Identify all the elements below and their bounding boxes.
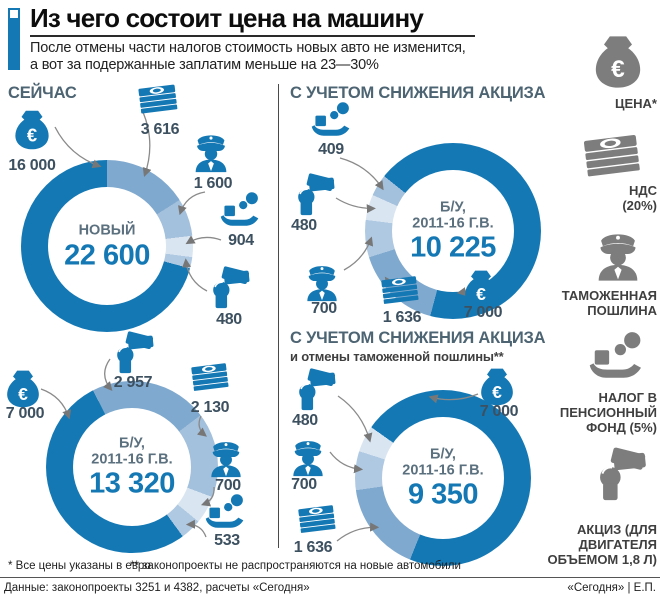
slice-value-label: 1 600 [193, 175, 233, 192]
legend-label-line: ДВИГАТЕЛЯ [578, 537, 657, 552]
hand-coins-icon [203, 492, 247, 536]
slice-value-label: 7 000 [479, 403, 519, 420]
donut-center-label: 2011-16 Г.В. [412, 215, 494, 231]
footnote-bills: ** законопроекты не распространяются на новые автомобили [130, 560, 461, 572]
legend-label-line: (20%) [622, 198, 657, 213]
column-divider [278, 84, 279, 548]
section-header-excise-duty: С УЧЕТОМ СНИЖЕНИЯ АКЦИЗА [290, 329, 546, 347]
slice-value-label: 533 [214, 532, 240, 549]
slice-value-label: 7 000 [5, 405, 45, 422]
hand-banknote-icon [292, 368, 338, 414]
donut-center [64, 223, 150, 271]
legend-label [507, 183, 657, 213]
money-bag-icon [477, 367, 517, 407]
hand-banknote-icon [591, 447, 649, 505]
customs-officer-icon [188, 128, 234, 174]
donut-center-value: 13 320 [89, 467, 175, 500]
money-bag-icon [11, 109, 53, 151]
customs-officer-icon [589, 225, 647, 283]
banknote-stack-icon [579, 124, 645, 190]
banknote-stack-icon [378, 269, 422, 313]
legend-label [507, 522, 657, 567]
donut-center-label: Б/У, [119, 435, 145, 452]
donut-center-label: НОВЫЙ [78, 222, 136, 239]
slice-value-label: 7 000 [463, 304, 503, 321]
legend-label-line: НДС [628, 183, 657, 198]
legend-label-line: АКЦИЗ (ДЛЯ [577, 522, 657, 537]
donut-center-value: 22 600 [64, 238, 150, 271]
hand-banknote-icon [110, 331, 156, 377]
slice-value-label: 2 130 [190, 399, 230, 416]
banknote-stack-icon [135, 77, 181, 123]
hand-banknote-icon [206, 266, 252, 312]
slice-value-label: 480 [292, 412, 318, 429]
slice-value-label: 3 616 [140, 121, 180, 138]
slice-value-label: 700 [215, 477, 241, 494]
donut-center-label: 2011-16 Г.В. [91, 451, 173, 467]
hand-banknote-icon [291, 173, 337, 219]
customs-officer-icon [300, 259, 344, 303]
hand-coins-icon [218, 190, 262, 234]
donut-center [89, 437, 175, 500]
leader-line [340, 158, 383, 189]
customs-officer-icon [286, 434, 330, 478]
slice-value-label: 904 [228, 232, 254, 249]
donut-center [410, 201, 496, 264]
hand-coins-icon [586, 329, 646, 389]
title-underline [30, 35, 475, 37]
footer-source: Данные: законопроекты 3251 и 4382, расчеты «Сегодня» [4, 582, 310, 594]
accent-bar [8, 8, 20, 70]
section-header-now: СЕЙЧАС [8, 84, 77, 102]
accent-square-icon [10, 10, 18, 18]
donut-center-value: 10 225 [410, 231, 496, 264]
subtitle-line1: После отмены части налогов стоимость новых авто не изменится, [30, 40, 466, 56]
legend-label-line: ЦЕНА* [614, 96, 657, 111]
slice-value-label: 409 [318, 141, 344, 158]
section-header-excise: С УЧЕТОМ СНИЖЕНИЯ АКЦИЗА [290, 84, 546, 102]
slice-value-label: 1 636 [293, 539, 333, 556]
banknote-stack-icon [295, 498, 339, 542]
footer-credit: «Сегодня» | Е.П. [567, 582, 656, 594]
donut-center-value: 9 350 [407, 478, 479, 511]
slice-value-label: 1 636 [382, 309, 422, 326]
page-title: Из чего состоит цена на машину [30, 3, 424, 33]
legend-label-line: ПЕНСИОННЫЙ [559, 405, 657, 420]
customs-officer-icon [204, 435, 248, 479]
legend-label [507, 96, 657, 111]
slice-value-label: 700 [311, 300, 337, 317]
donut-center-label: Б/У, [440, 199, 466, 216]
donut-center-label: Б/У, [430, 446, 456, 463]
legend-label-line: ОБЪЕМОМ 1,8 Л) [547, 552, 657, 567]
legend-label-line: ТАМОЖЕННАЯ [561, 288, 657, 303]
legend-label [507, 288, 657, 318]
slice-value-label: 480 [291, 217, 317, 234]
donut-center [402, 448, 483, 511]
section-subheader-excise-duty: и отмены таможенной пошлины** [290, 349, 504, 364]
legend-label [507, 390, 657, 435]
donut-center-label: 2011-16 Г.В. [402, 462, 484, 478]
banknote-stack-icon [188, 356, 232, 400]
subtitle-line2: а вот за подержанные заплатим меньше на 23—30% [30, 57, 379, 73]
hand-coins-icon [309, 100, 353, 144]
legend-label-line: ФОНД (5%) [586, 420, 657, 435]
slice-value-label: 16 000 [8, 157, 56, 174]
footer-divider [0, 577, 660, 578]
footnote-prices: * Все цены указаны в евро [8, 560, 151, 572]
money-bag-icon [590, 34, 646, 90]
money-bag-icon [3, 369, 43, 409]
slice-value-label: 2 957 [113, 374, 153, 391]
money-bag-icon [461, 269, 501, 309]
slice-value-label: 480 [216, 311, 242, 328]
legend-label-line: НАЛОГ В [598, 390, 657, 405]
slice-value-label: 700 [291, 476, 317, 493]
legend-label-line: ПОШЛИНА [587, 303, 657, 318]
leader-line [338, 396, 370, 441]
